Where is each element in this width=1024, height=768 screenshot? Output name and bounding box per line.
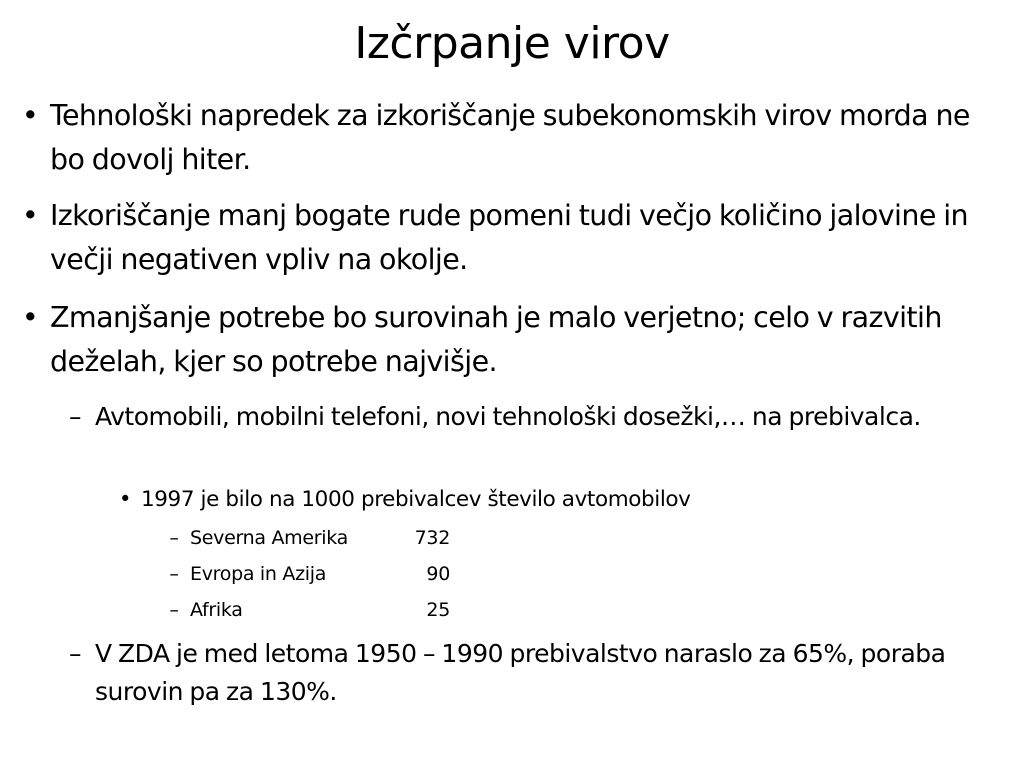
bullet-text: Izkoriščanje manj bogate rude pomeni tudi večjo količino jalovine in večji negativen vpliv na okolje. [50, 199, 968, 276]
sub-bullet-item [69, 635, 995, 711]
dash-marker: – [69, 639, 81, 668]
bullet-marker: • [21, 301, 39, 334]
region-label: Severna Amerika [190, 527, 348, 549]
bullet-item [21, 296, 1010, 384]
dash-marker: – [169, 527, 179, 549]
region-value: 90 [426, 563, 450, 585]
region-label: Evropa in Azija [190, 563, 327, 585]
region-label: Afrika [190, 599, 243, 621]
region-value: 25 [426, 599, 450, 621]
slide-title: Izčrpanje virov [354, 18, 670, 69]
region-value: 732 [414, 527, 450, 549]
bullet-marker: • [21, 199, 39, 232]
bullet-marker: • [21, 99, 39, 132]
car-stat-row [169, 523, 790, 553]
car-stat-row [169, 559, 790, 589]
bullet-text: Tehnološki napredek za izkoriščanje subekonomskih virov morda ne bo dovolj hiter. [50, 99, 970, 176]
sub-bullet-text: Avtomobili, mobilni telefoni, novi tehnološki dosežki,… na prebivalca. [95, 402, 921, 431]
sub-sub-bullet-text: 1997 je bilo na 1000 prebivalcev število avtomobilov [141, 487, 691, 512]
dash-marker: – [69, 402, 81, 431]
bullet-marker: • [118, 487, 132, 512]
dash-marker: – [169, 563, 179, 585]
bullet-item [21, 194, 1010, 282]
car-stat-row [169, 595, 790, 625]
sub-sub-bullet-item [118, 485, 1001, 515]
sub-bullet-item [69, 398, 995, 436]
bullet-item [21, 94, 1010, 182]
bullet-text: Zmanjšanje potrebe bo surovinah je malo verjetno; celo v razvitih deželah, kjer so potrebe najvišje. [50, 301, 942, 378]
sub-bullet-text: V ZDA je med letoma 1950 – 1990 prebivalstvo naraslo za 65%, poraba surovin pa za 130%. [95, 639, 946, 706]
dash-marker: – [169, 599, 179, 621]
